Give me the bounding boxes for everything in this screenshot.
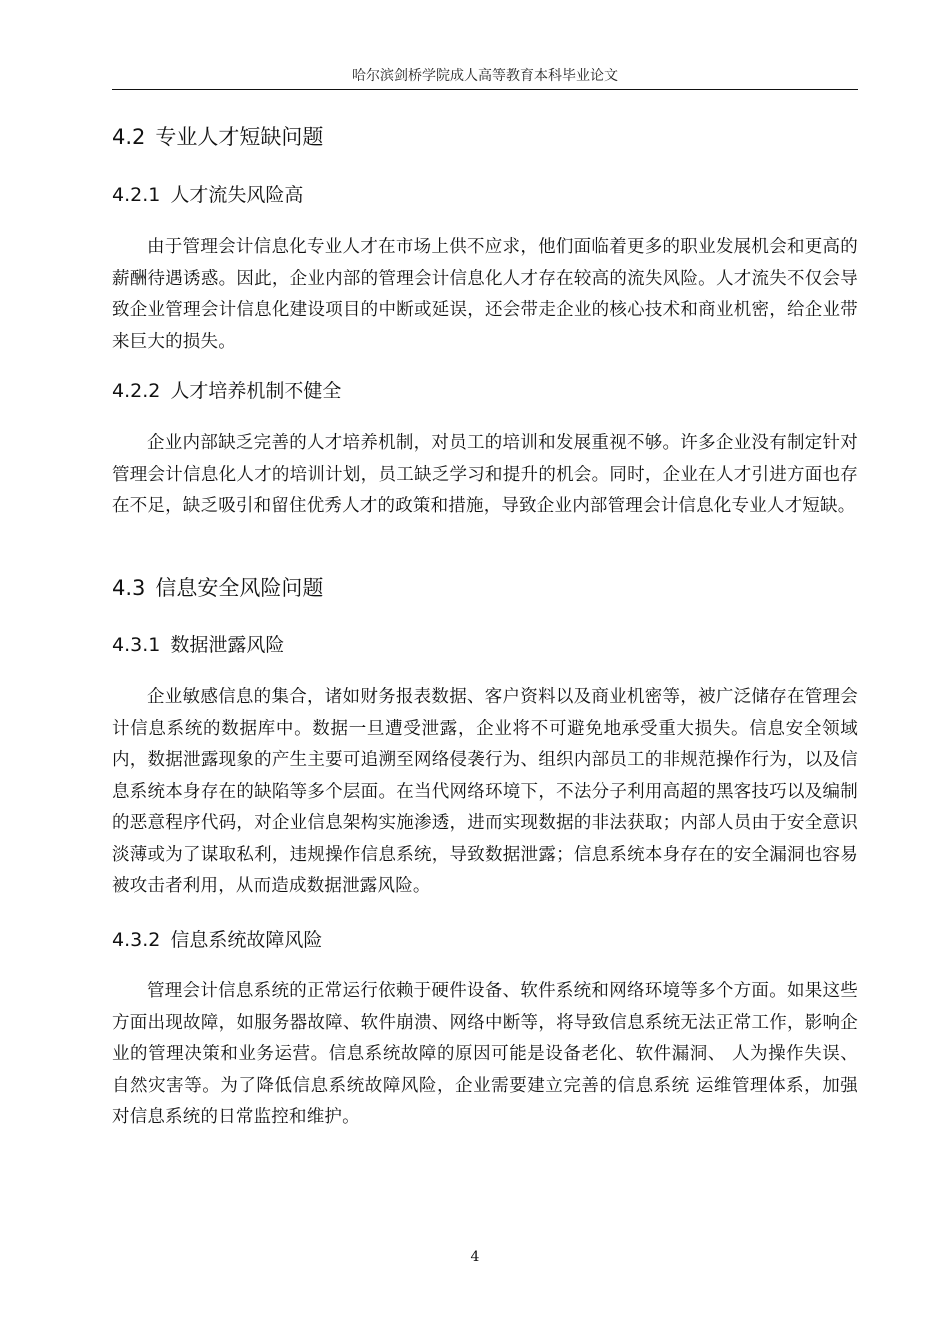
section-title: 信息安全风险问题 xyxy=(155,576,324,600)
running-header: 哈尔滨剑桥学院成人高等教育本科毕业论文 xyxy=(352,68,618,84)
subsection-title: 人才培养机制不健全 xyxy=(170,380,342,402)
subsection-number: 4.3.2 xyxy=(112,929,161,951)
paragraph-4-2-1: 由于管理会计信息化专业人才在市场上供不应求，他们面临着更多的职业发展机会和更高的薪酬待遇诱惑。因此，企业内部的管理会计信息化人才存在较高的流失风险。人才流失不仅会导致企业管理会计信息化建设项目的中断或延误，还会带走企业的核心技术和商业机密，给企业带来巨大的损失。 xyxy=(112,237,858,352)
subsection-title: 人才流失风险高 xyxy=(170,184,304,206)
subsection-title: 信息系统故障风险 xyxy=(170,929,323,951)
paragraph-4-3-1: 企业敏感信息的集合，诸如财务报表数据、客户资料以及商业机密等，被广泛储存在管理会计信息系统的数据库中。数据一旦遭受泄露，企业将不可避免地承受重大损失。信息安全领域内，数据泄露现象的产生主要可追溯至网络侵袭行为、组织内部员工的非规范操作行为，以及信息系统本身存在的缺陷等多个层面。在当代网络环境下，不法分子利用高超的黑客技巧以及编制的恶意程序代码，对企业信息架构实施渗透，进而实现数据的非法获取；内部人员由于安全意识淡薄或为了谋取私利，违规操作信息系统，导致数据泄露；信息系统本身存在的安全漏洞也容易被攻击者利用，从而造成数据泄露风险。 xyxy=(112,687,858,896)
subsection-heading-4-2-1 xyxy=(112,182,303,208)
subsection-heading-4-3-1 xyxy=(112,632,284,658)
paragraph-4-3-2: 管理会计信息系统的正常运行依赖于硬件设备、软件系统和网络环境等多个方面。如果这些方面出现故障，如服务器故障、软件崩溃、网络中断等，将导致信息系统无法正常工作，影响企业的管理决策和业务运营。信息系统故障的原因可能是设备老化、软件漏洞、 人为操作失误、自然灾害等。为了降低信息系统故障风险，企业需要建立完善的信息系统 运维管理体系，加强对信息系统的日常监控和维护。 xyxy=(112,981,858,1127)
subsection-number: 4.3.1 xyxy=(112,634,161,656)
section-number: 4.3 xyxy=(112,576,146,600)
page-number: 4 xyxy=(470,1249,480,1265)
subsection-number: 4.2.2 xyxy=(112,380,161,402)
subsection-number: 4.2.1 xyxy=(112,184,161,206)
subsection-heading-4-2-2 xyxy=(112,378,341,404)
section-title: 专业人才短缺问题 xyxy=(155,125,324,149)
section-heading-4-3 xyxy=(112,574,323,602)
header-rule xyxy=(112,89,858,90)
paragraph-4-2-2: 企业内部缺乏完善的人才培养机制，对员工的培训和发展重视不够。许多企业没有制定针对管理会计信息化人才的培训计划，员工缺乏学习和提升的机会。同时，企业在人才引进方面也存在不足，缺乏吸引和留住优秀人才的政策和措施，导致企业内部管理会计信息化专业人才短缺。 xyxy=(112,433,858,516)
subsection-title: 数据泄露风险 xyxy=(170,634,285,656)
section-number: 4.2 xyxy=(112,125,146,149)
subsection-heading-4-3-2 xyxy=(112,927,322,953)
section-heading-4-2 xyxy=(112,123,323,151)
